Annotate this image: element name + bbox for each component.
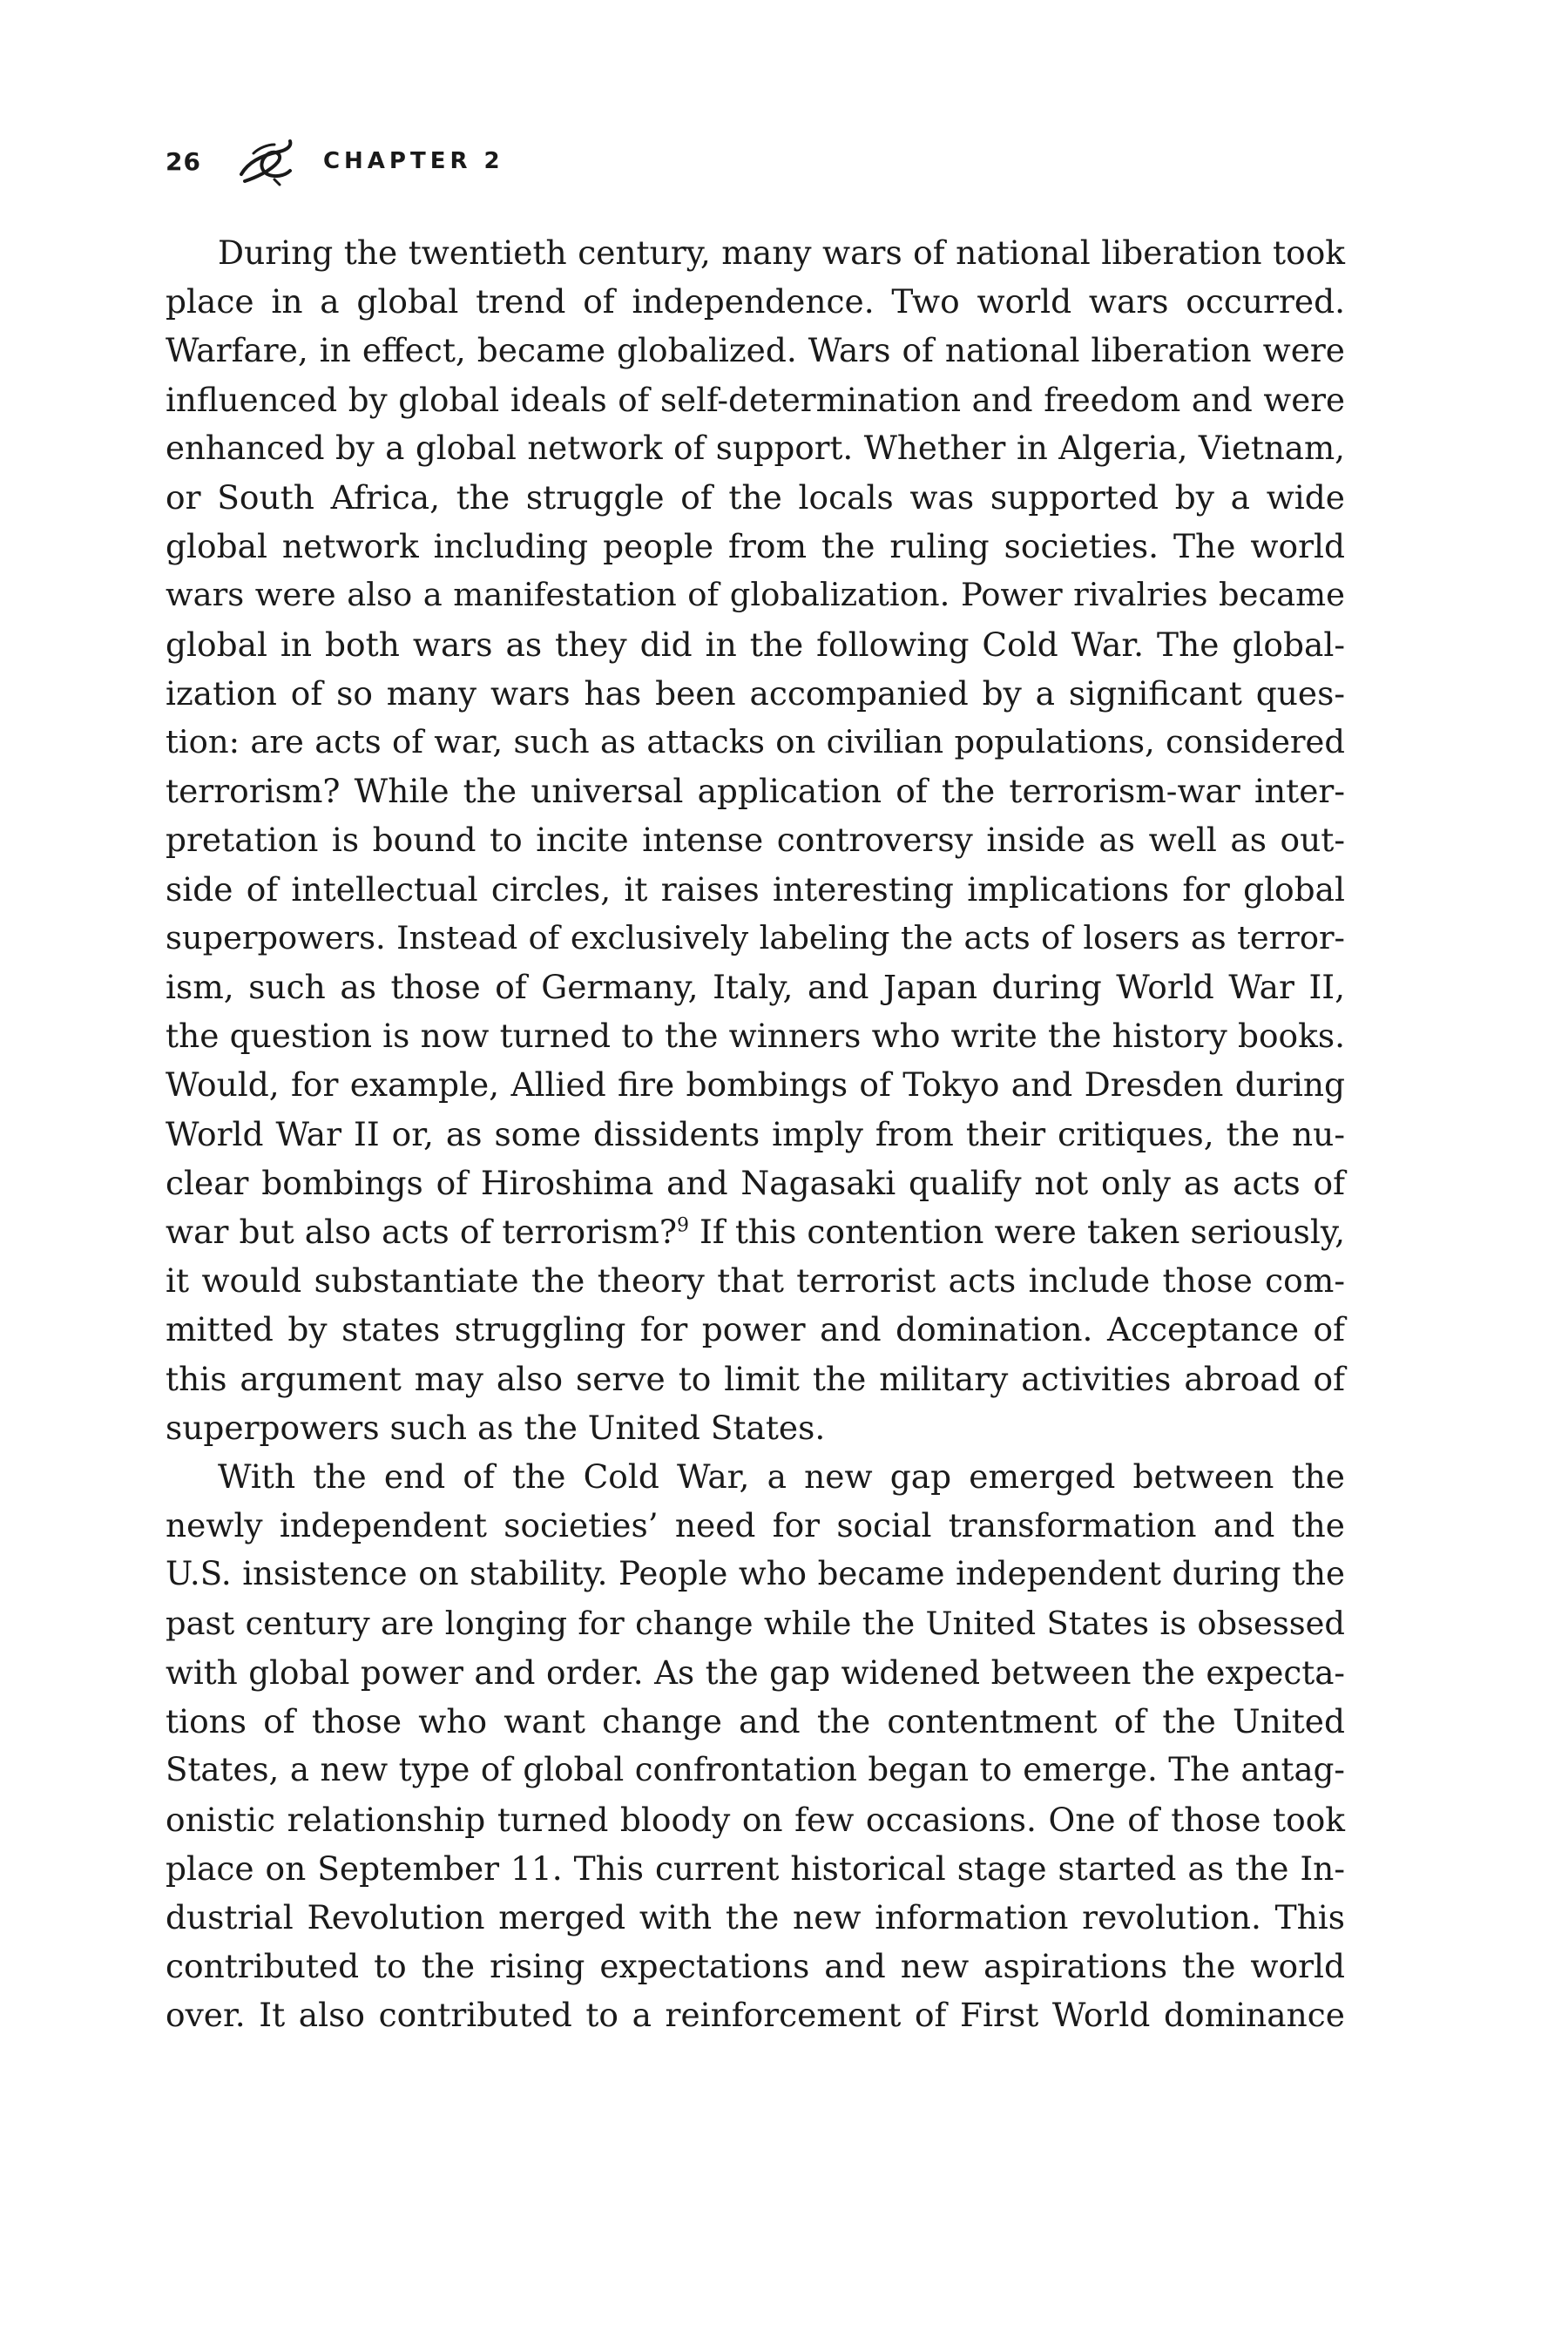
text-line: the question is now turned to the winners who write the history books. — [166, 1017, 1345, 1056]
text-line: enhanced by a global network of support. Whether in Algeria, Vietnam, — [166, 429, 1345, 467]
text-line: contributed to the rising expectations and new aspirations the world — [166, 1947, 1345, 1986]
text-line: newly independent societies’ need for social transformation and the — [166, 1506, 1345, 1545]
text-line: or South Africa, the struggle of the locals was supported by a wide — [166, 478, 1345, 517]
text-line: dustrial Revolution merged with the new information revolution. This — [166, 1897, 1345, 1936]
swirl-ornament-icon — [236, 136, 295, 186]
text-line: global in both wars as they did in the following Cold War. The global- — [166, 625, 1345, 664]
running-head — [166, 131, 504, 192]
text-line: influenced by global ideals of self-determination and freedom and were — [166, 380, 1345, 419]
text-line: wars were also a manifestation of globalization. Power rivalries became — [166, 576, 1345, 614]
text-line-with-footnote — [166, 1207, 1345, 1256]
text-line: past century are longing for change while the United States is obsessed — [166, 1604, 1345, 1642]
page-number: 26 — [166, 146, 201, 176]
text-line: terrorism? While the universal application of the terrorism-war inter- — [166, 772, 1345, 811]
text-line: pretation is bound to incite intense controversy inside as well as out- — [166, 821, 1345, 860]
text-line: over. It also contributed to a reinforcement of First World dominance — [166, 1996, 1345, 2035]
text-line: global network including people from the ruling societies. The world — [166, 527, 1345, 566]
text-line: Warfare, in effect, became globalized. Wars of national liberation were — [166, 331, 1345, 370]
text-line: it would substantiate the theory that terrorist acts include those com- — [166, 1261, 1345, 1301]
text-line: World War II or, as some dissidents imply from their critiques, the nu- — [166, 1114, 1345, 1153]
text-line: place on September 11. This current historical stage started as the In- — [166, 1848, 1345, 1888]
text-line: mitted by states struggling for power and domination. Acceptance of — [166, 1310, 1345, 1349]
text-line: Would, for example, Allied fire bombings of Tokyo and Dresden during — [166, 1065, 1345, 1105]
text-line: clear bombings of Hiroshima and Nagasaki qualify not only as acts of — [166, 1163, 1345, 1202]
text-line: With the end of the Cold War, a new gap emerged between the — [218, 1457, 1345, 1497]
text-line: side of intellectual circles, it raises interesting implications for global — [166, 869, 1345, 909]
text-line: ism, such as those of Germany, Italy, and Japan during World War II, — [166, 968, 1345, 1007]
paragraph-2 — [166, 1452, 1345, 2039]
body-text — [166, 228, 1345, 2040]
paragraph-1 — [166, 228, 1345, 1452]
footnote-marker[interactable]: 9 — [676, 1214, 689, 1237]
text-line: superpowers. Instead of exclusively labeling the acts of losers as terror- — [166, 918, 1345, 956]
text-line: place in a global trend of independence. Two world wars occurred. — [166, 282, 1345, 321]
text-line: with global power and order. As the gap widened between the expecta- — [166, 1652, 1345, 1692]
text-line: ization of so many wars has been accompanied by a significant ques- — [166, 673, 1345, 713]
chapter-label: CHAPTER 2 — [322, 148, 504, 174]
text-line: onistic relationship turned bloody on few occasions. One of those took — [166, 1800, 1345, 1839]
text-line: this argument may also serve to limit the military activities abroad of — [166, 1359, 1345, 1398]
text-segment: If this contention were taken seriously, — [688, 1213, 1346, 1252]
text-line: During the twentieth century, many wars of national liberation took — [218, 233, 1345, 272]
text-line: tions of those who want change and the contentment of the United — [166, 1702, 1345, 1741]
text-line: States, a new type of global confrontation began to emerge. The antag- — [166, 1751, 1345, 1789]
text-line: U.S. insistence on stability. People who became independent during the — [166, 1555, 1345, 1593]
text-line: superpowers such as the United States. — [166, 1408, 826, 1447]
text-segment: war but also acts of terrorism? — [166, 1213, 677, 1252]
text-line: tion: are acts of war, such as attacks on civilian populations, considered — [166, 723, 1345, 761]
